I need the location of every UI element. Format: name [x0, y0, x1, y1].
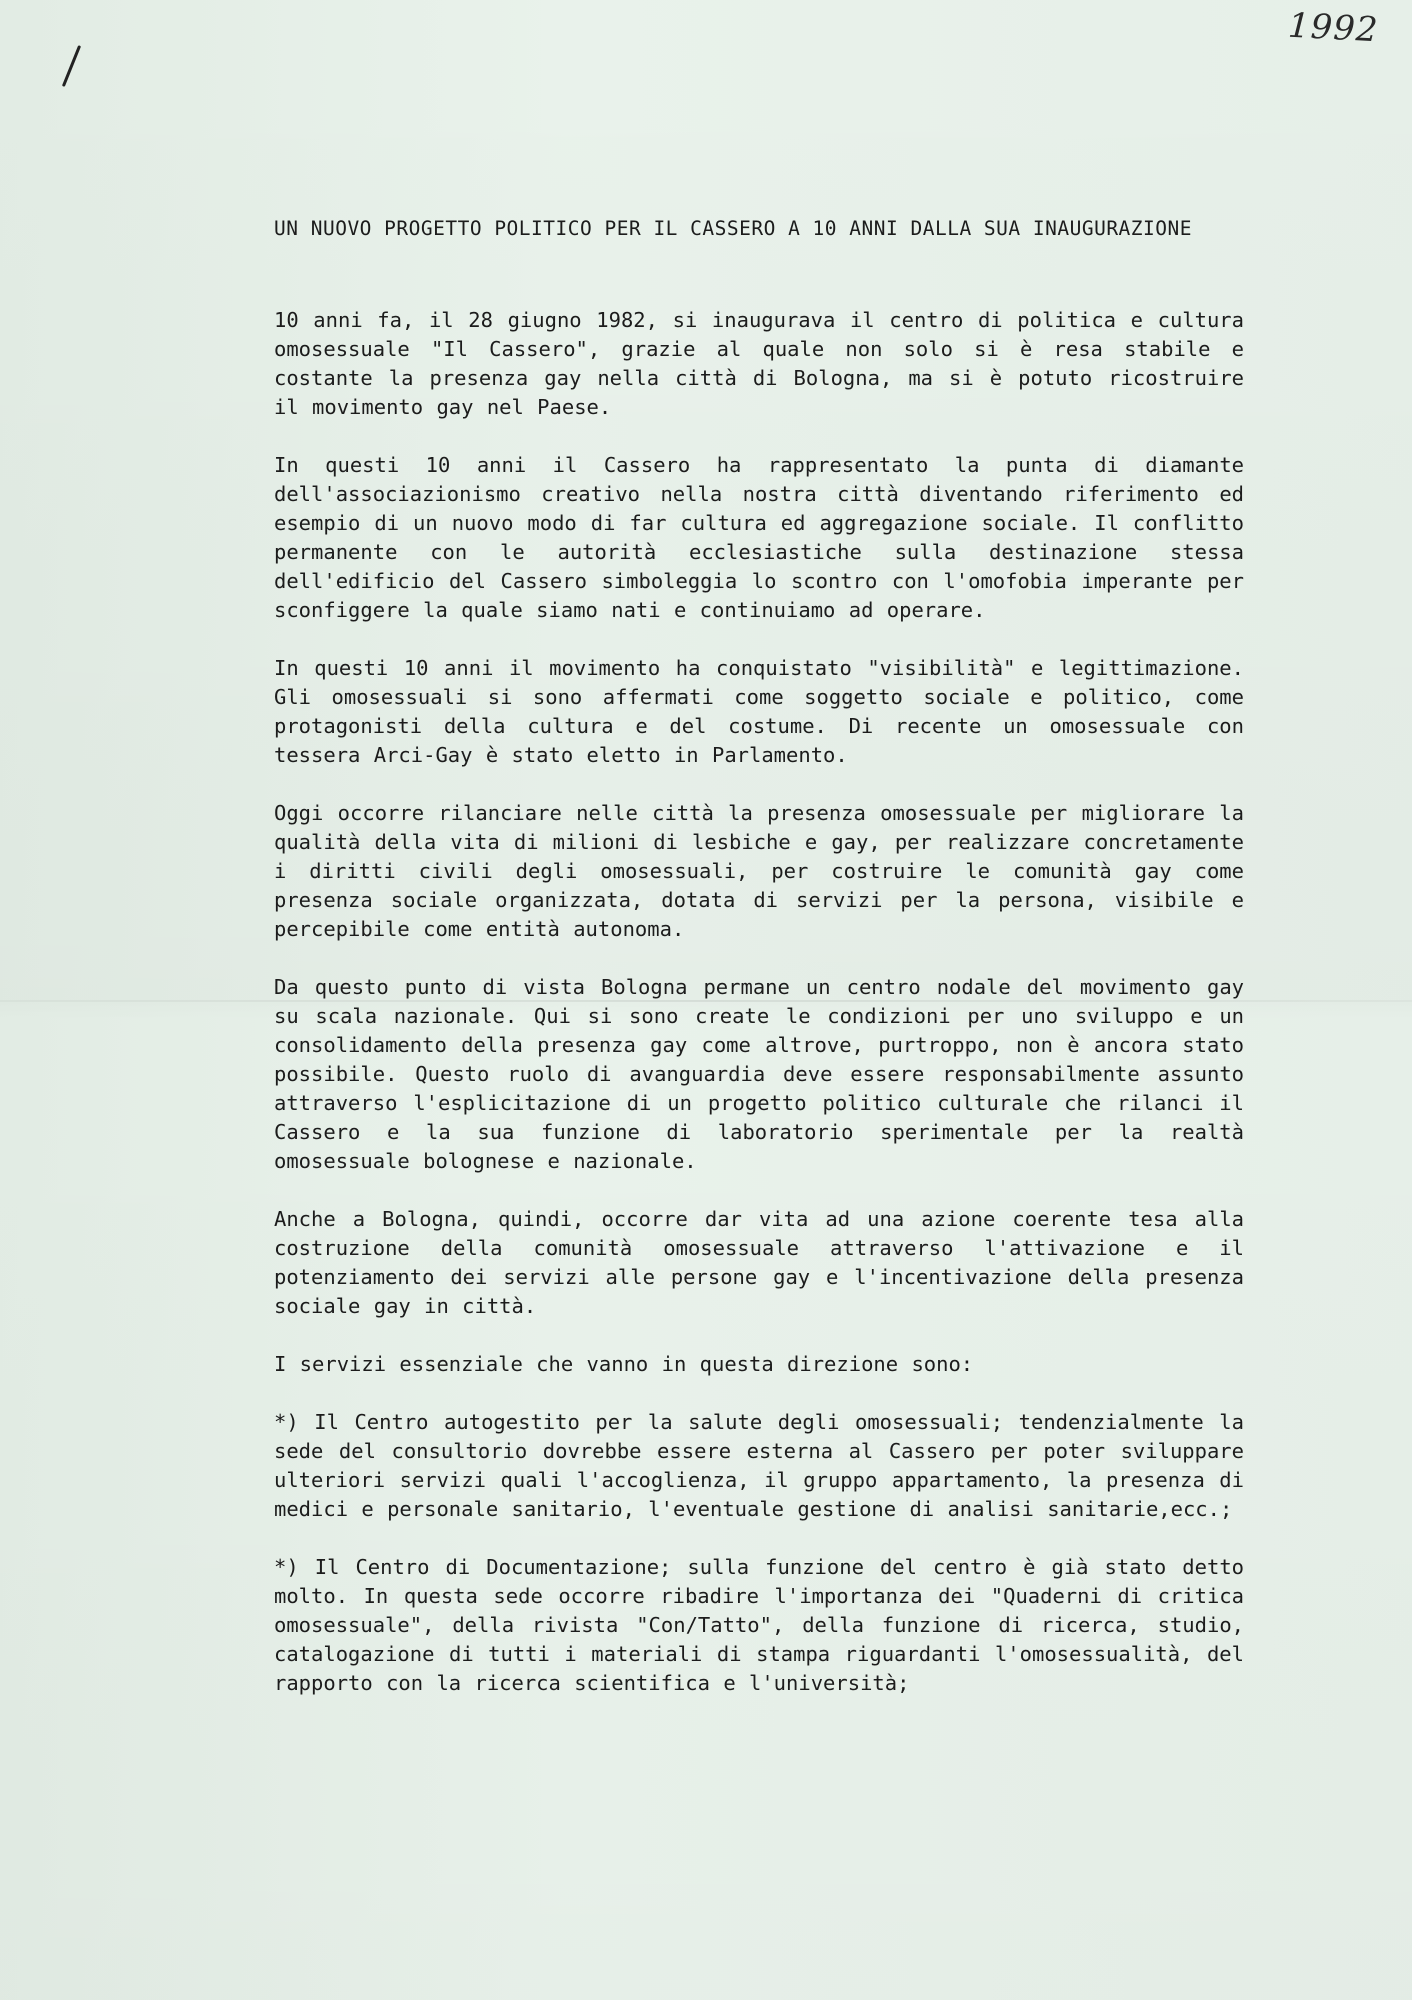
- paragraph-5: Da questo punto di vista Bologna permane un centro nodale del movimento gay su scala nazionale. Qui si sono create le condizioni per uno sviluppo e un consolidamento della presenza gay come altrove, purtroppo, non è ancora stato possibile. Questo ruolo di avanguardia deve essere responsabilmente assunto attraverso l'esplicitazione di un progetto politico culturale che rilanci il Cassero e la sua funzione di laboratorio sperimentale per la realtà omosessuale bolognese e nazionale.: [274, 975, 1244, 1173]
- paragraph-1: 10 anni fa, il 28 giugno 1982, si inaugurava il centro di politica e cultura omosessuale "Il Cassero", grazie al quale non solo si è resa stabile e costante la presenza gay nella città di Bologna, ma si è potuto ricostruire il movimento gay nel Paese.: [274, 308, 1244, 419]
- service-item-health-center: *) Il Centro autogestito per la salute degli omosessuali; tendenzialmente la sede del consultorio dovrebbe essere esterna al Cassero per poter sviluppare ulteriori servizi quali l'accoglienza, il gruppo appartamento, la presenza di medici e personale sanitario, l'eventuale gestione di analisi sanitarie,ecc.;: [274, 1410, 1244, 1521]
- paragraph-6: Anche a Bologna, quindi, occorre dar vita ad una azione coerente tesa alla costruzione della comunità omosessuale attraverso l'attivazione e il potenziamento dei servizi alle persone gay e l'incentivazione della presenza sociale gay in città.: [274, 1207, 1244, 1318]
- document-body: [274, 212, 1244, 1727]
- handwritten-slash-mark: [62, 45, 81, 87]
- services-intro: I servizi essenziale che vanno in questa direzione sono:: [274, 1352, 974, 1376]
- service-item-documentation-center: *) Il Centro di Documentazione; sulla funzione del centro è già stato detto molto. In questa sede occorre ribadire l'importanza dei "Quaderni di critica omosessuale", della rivista "Con/Tatto", della funzione di ricerca, studio, catalogazione di tutti i materiali di stampa riguardanti l'omosessualità, del rapporto con la ricerca scientifica e l'università;: [274, 1555, 1244, 1695]
- paragraph-3: In questi 10 anni il movimento ha conquistato "visibilità" e legittimazione. Gli omosessuali si sono affermati come soggetto sociale e politico, come protagonisti della cultura e del costume. Di recente un omosessuale con tessera Arci-Gay è stato eletto in Parlamento.: [274, 656, 1244, 767]
- document-title: UN NUOVO PROGETTO POLITICO PER IL CASSERO A 10 ANNI DALLA SUA INAUGURAZIONE: [274, 217, 1192, 240]
- paragraph-4: Oggi occorre rilanciare nelle città la presenza omosessuale per migliorare la qualità della vita di milioni di lesbiche e gay, per realizzare concretamente i diritti civili degli omosessuali, per costruire le comunità gay come presenza sociale organizzata, dotata di servizi per la persona, visibile e percepibile come entità autonoma.: [274, 801, 1244, 941]
- handwritten-year: 1992: [1287, 5, 1380, 51]
- paragraph-2: In questi 10 anni il Cassero ha rappresentato la punta di diamante dell'associazionismo creativo nella nostra città diventando riferimento ed esempio di un nuovo modo di far cultura ed aggregazione sociale. Il conflitto permanente con le autorità ecclesiastiche sulla destinazione stessa dell'edificio del Cassero simboleggia lo scontro con l'omofobia imperante per sconfiggere la quale siamo nati e continuiamo ad operare.: [274, 453, 1244, 622]
